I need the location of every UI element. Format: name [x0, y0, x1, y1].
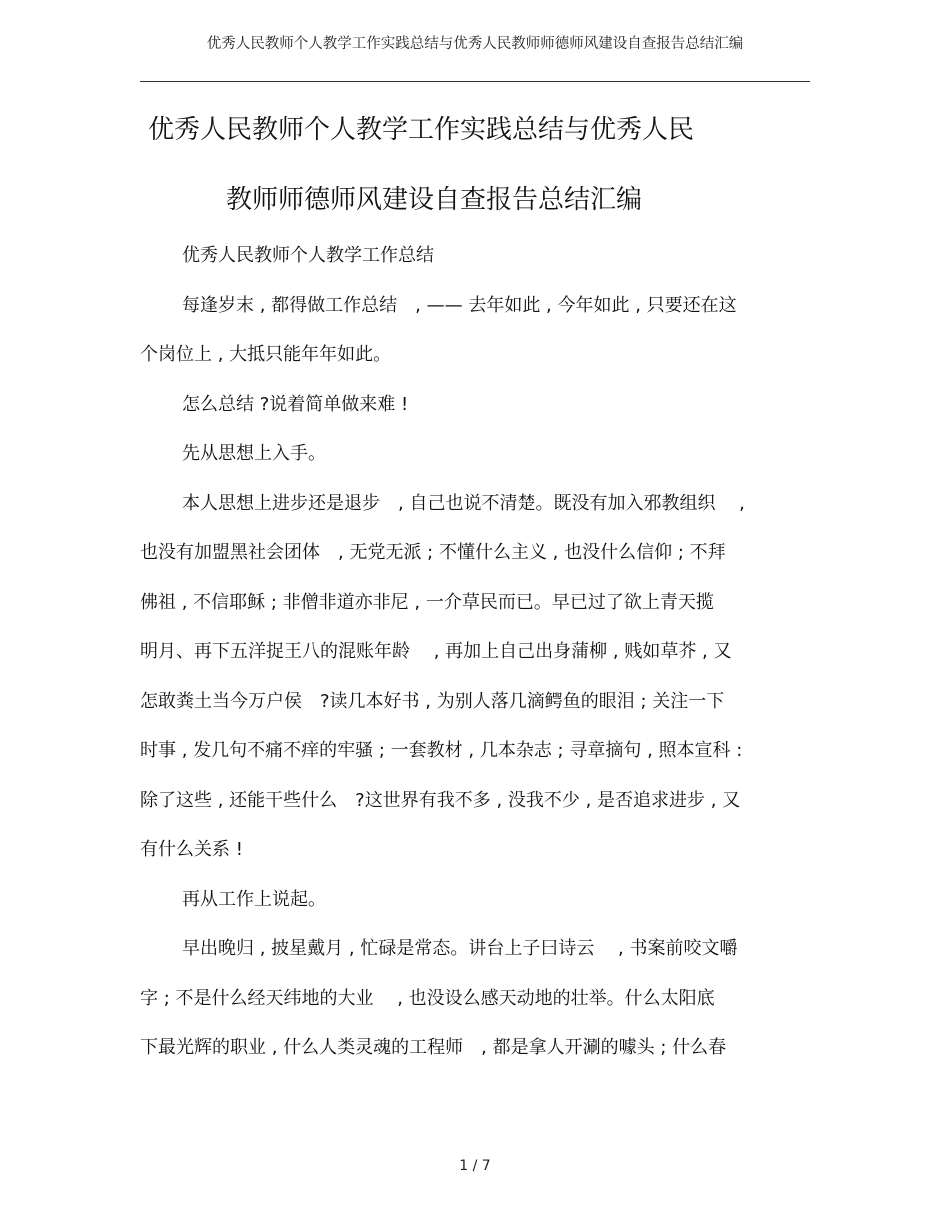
running-header-title: 优秀人民教师个人教学工作实践总结与优秀人民教师师德师风建设自查报告总结汇编	[206, 36, 744, 52]
body-line: 也没有加盟黑社会团体 , 无党无派 ; 不懂什么主义 , 也没什么信仰 ; 不拜	[140, 542, 726, 563]
body-line: 个岗位上 , 大抵只能年年如此。	[140, 344, 392, 365]
body-line: 时事 , 发几句不痛不痒的牢骚 ; 一套教材 , 几本杂志 ; 寻章摘句 , 照本宣科 :	[140, 740, 743, 761]
body-line: 字 ; 不是什么经天纬地的大业 , 也没设么感天动地的壮举。什么太阳底	[140, 987, 715, 1009]
body-line: 先从思想上入手。	[182, 443, 326, 464]
body-line: 下最光辉的职业 , 什么人类灵魂的工程师 , 都是拿人开涮的噱头 ; 什么春	[140, 1037, 727, 1058]
section-heading: 优秀人民教师个人教学工作总结	[182, 245, 434, 266]
running-header	[140, 34, 810, 55]
body-line: 明月、再下五洋捉王八的混账年龄 , 再加上自己出身蒲柳 , 贱如草芥 , 又	[140, 641, 732, 662]
page-number: 1 / 7	[459, 1158, 491, 1174]
body-line: 早出晚归 , 披星戴月 , 忙碌是常态。讲台上子曰诗云 , 书案前咬文嚼	[182, 938, 738, 959]
document-title-line-2: 教师师德师风建设自查报告总结汇编	[226, 185, 643, 215]
document-body	[140, 244, 820, 1086]
header-divider	[140, 81, 810, 82]
body-line: 再从工作上说起。	[182, 888, 326, 910]
body-line: 怎么总结 ?说着简单做来难 !	[182, 393, 409, 415]
body-line: 除了这些 , 还能干些什么 ?这世界有我不多 , 没我不少 , 是否追求进步 , 又	[140, 789, 741, 811]
body-line: 每逢岁末 , 都得做工作总结 , —— 去年如此 , 今年如此 , 只要还在这	[182, 294, 737, 316]
body-line: 佛祖 , 不信耶稣 ; 非僧非道亦非尼 , 一介草民而已。早已过了欲上青天揽	[140, 591, 714, 613]
body-line: 有什么关系 !	[140, 839, 243, 860]
document-title	[140, 112, 820, 218]
body-line: 本人思想上进步还是退步 , 自己也说不清楚。既没有加入邪教组织 ,	[182, 492, 745, 514]
document-title-line-1: 优秀人民教师个人教学工作实践总结与优秀人民	[148, 115, 695, 145]
body-line: 怎敢粪土当今万户侯 ?读几本好书 , 为别人落几滴鳄鱼的眼泪 ; 关注一下	[140, 690, 725, 712]
